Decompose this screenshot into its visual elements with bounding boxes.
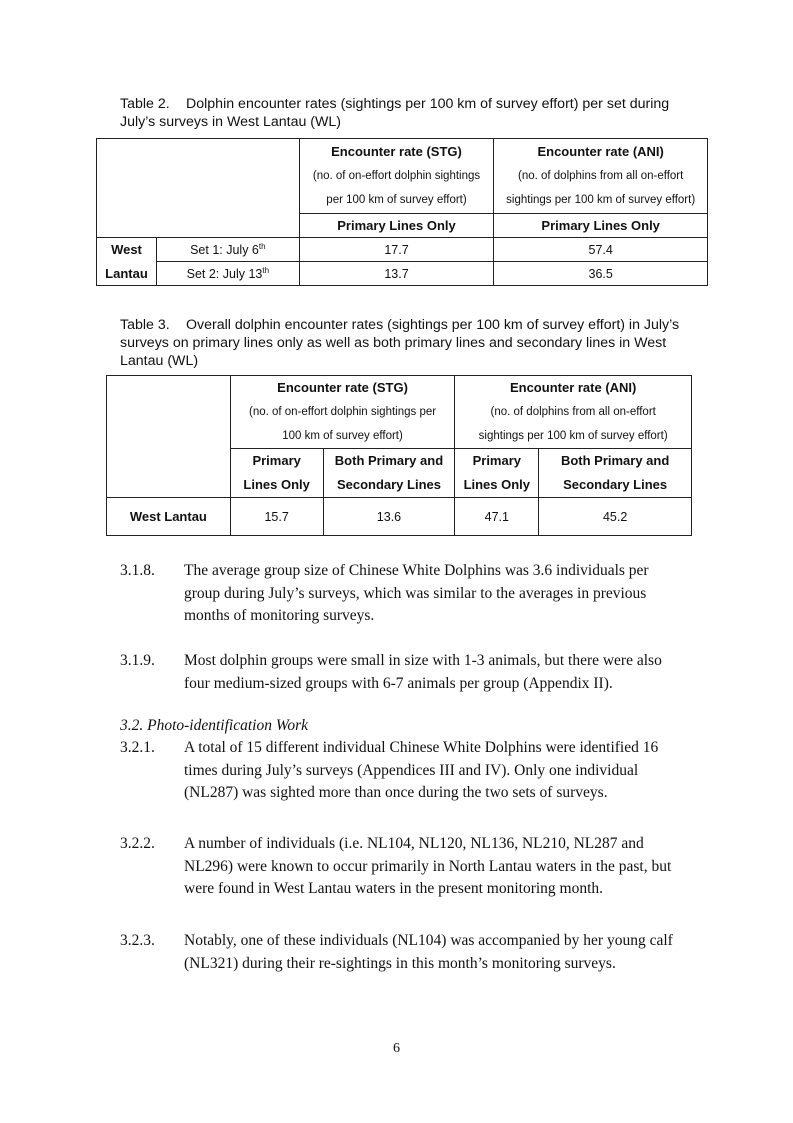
table3-caption-label: Table 3. (120, 317, 170, 333)
table2-stg-value: 13.7 (299, 262, 494, 286)
table2-set-sup: th (258, 241, 266, 251)
table2-stg-value: 17.7 (299, 238, 494, 262)
table3-col-primary-line1: Primary (455, 449, 539, 473)
table3-value: 45.2 (539, 498, 692, 536)
paragraph-text: Notably, one of these individuals (NL104) was accompanied by her young calf (NL321) during their re-sightings in this month’s monitoring surveys. (184, 932, 673, 972)
paragraph-text: Most dolphin groups were small in size with 1-3 animals, but there were also four medium-sized groups with 6-7 animals per group (Appendix II). (184, 652, 662, 692)
table3-ani-desc-1: (no. of dolphins from all on-effort (455, 400, 692, 424)
table2-set-label: Set 2: July 13 (186, 267, 263, 282)
table3-col-both-line1: Both Primary and (323, 449, 455, 473)
paragraph-number: 3.2.2. (120, 835, 155, 852)
table2-caption-text: Dolphin encounter rates (sightings per 100 km of survey effort) per set during July’s surveys in West Lantau (WL) (120, 96, 670, 130)
table2-set-label: Set 1: July 6 (190, 243, 259, 258)
table3-stg-desc-1: (no. of on-effort dolphin sightings per (230, 400, 455, 424)
table3-col-both-line1: Both Primary and (539, 449, 692, 473)
table3-col-both-line2: Secondary Lines (323, 473, 455, 498)
table3-value: 13.6 (323, 498, 455, 536)
table2-caption (120, 95, 700, 131)
paragraph-number: 3.2.3. (120, 932, 155, 949)
table3-stg-desc-2: 100 km of survey effort) (230, 424, 455, 449)
table3-ani-desc-2: sightings per 100 km of survey effort) (455, 424, 692, 449)
table2-empty-header (97, 139, 300, 238)
table3-col-primary-line1: Primary (230, 449, 323, 473)
paragraph-text: A total of 15 different individual Chinese White Dolphins were identified 16 times during July’s surveys (Appendices III and IV). Only one individual (NL287) was sighted more than once during the two sets of surveys. (184, 739, 659, 801)
paragraph-3-1-9 (120, 650, 680, 695)
table3-col-primary-line2: Lines Only (455, 473, 539, 498)
table2-area-line2: Lantau (97, 262, 157, 286)
table3-caption (120, 316, 700, 370)
table2-ani-title: Encounter rate (ANI) (494, 139, 708, 164)
table2-primary-stg: Primary Lines Only (299, 214, 494, 238)
table2-area-line1: West (97, 238, 157, 262)
table2 (96, 138, 708, 286)
paragraph-number: 3.1.8. (120, 562, 155, 579)
table2-stg-desc-2: per 100 km of survey effort) (299, 188, 494, 214)
table2-set-cell (156, 262, 299, 286)
section-heading: 3.2. Photo-identification Work (120, 717, 308, 734)
table3-stg-title: Encounter rate (STG) (230, 376, 455, 400)
table2-ani-value: 36.5 (494, 262, 708, 286)
table2-ani-value: 57.4 (494, 238, 708, 262)
paragraph-number: 3.2.1. (120, 739, 155, 756)
table2-caption-label: Table 2. (120, 96, 170, 112)
table2-set-sup: th (262, 265, 270, 275)
table3-empty-header (107, 376, 231, 498)
table3-ani-title: Encounter rate (ANI) (455, 376, 692, 400)
paragraph-3-1-8 (120, 560, 680, 628)
table3-caption-text: Overall dolphin encounter rates (sightings per 100 km of survey effort) in July’s surveys on primary lines only as well as both primary lines and secondary lines in West Lantau (WL) (120, 317, 680, 369)
table2-set-cell (156, 238, 299, 262)
table3-value: 15.7 (230, 498, 323, 536)
table2-stg-desc-1: (no. of on-effort dolphin sightings (299, 164, 494, 188)
paragraph-3-2-1 (120, 737, 680, 805)
table2-primary-ani: Primary Lines Only (494, 214, 708, 238)
table2-stg-title: Encounter rate (STG) (299, 139, 494, 164)
table3-row-label: West Lantau (107, 498, 231, 536)
table2-ani-desc-1: (no. of dolphins from all on-effort (494, 164, 708, 188)
paragraph-3-2-3 (120, 930, 680, 975)
paragraph-text: The average group size of Chinese White Dolphins was 3.6 individuals per group during July’s surveys, which was similar to the averages in previous months of monitoring surveys. (184, 562, 649, 624)
table2-ani-desc-2: sightings per 100 km of survey effort) (494, 188, 708, 214)
table3 (106, 375, 692, 536)
paragraph-number: 3.1.9. (120, 652, 155, 669)
table3-col-both-line2: Secondary Lines (539, 473, 692, 498)
table3-col-primary-line2: Lines Only (230, 473, 323, 498)
paragraph-text: A number of individuals (i.e. NL104, NL120, NL136, NL210, NL287 and NL296) were known to occur primarily in North Lantau waters in the past, but were found in West Lantau waters in the present monitoring month. (184, 835, 672, 897)
paragraph-3-2-2 (120, 833, 680, 901)
page-number: 6 (393, 1041, 400, 1056)
table3-value: 47.1 (455, 498, 539, 536)
